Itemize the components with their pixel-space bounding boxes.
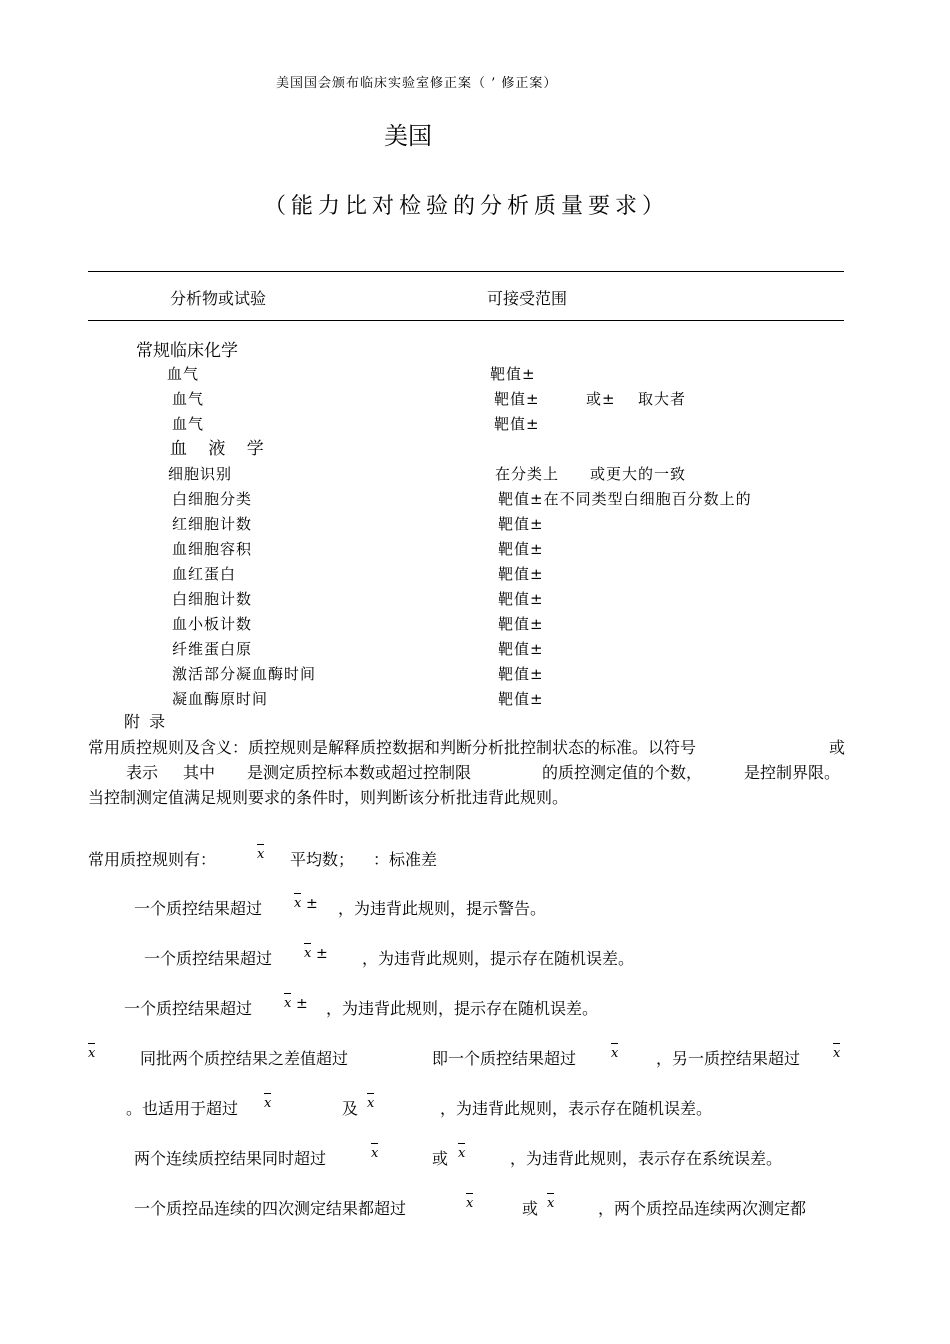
table-row-range: 靶值± [498, 565, 544, 583]
table-row-analyte: 红细胞计数 [172, 515, 253, 533]
rule-3-meaning: ，为违背此规则，提示存在随机误差。 [326, 999, 599, 1018]
rule-5-meaning: ，为违背此规则，表示存在随机误差。 [440, 1099, 713, 1118]
rule-4-detail: 即一个质控结果超过 [432, 1049, 577, 1068]
appendix-paragraph-line2c: 是测定质控标本数或超过控制限 [247, 763, 472, 782]
rule-7-or: 或 [522, 1199, 539, 1218]
rule-2-text: 一个质控结果超过 [144, 949, 273, 968]
table-row-analyte: 血小板计数 [172, 615, 253, 633]
mean-symbol: x [611, 1046, 619, 1061]
mean-symbol: x [367, 1096, 375, 1111]
table-top-rule [88, 271, 844, 272]
appendix-paragraph-line2d: 的质控测定值的个数， [542, 763, 703, 782]
table-row-range: 在分类上 [495, 465, 560, 483]
table-row-range: 靶值± [498, 690, 544, 708]
rule-6-or: 或 [432, 1149, 449, 1168]
plus-minus: ± [306, 896, 318, 912]
plus-minus: ± [296, 996, 308, 1012]
rule-5-and: 及 [342, 1099, 359, 1118]
column-header-range: 可接受范围 [487, 289, 568, 308]
table-row-range: 靶值± [498, 665, 544, 683]
appendix-paragraph-line2a: 表示 [126, 763, 159, 782]
plus-minus: ± [316, 946, 328, 962]
table-row-range-alt: 或更大的一致 [590, 465, 687, 483]
table-row-range: 靶值± [490, 365, 536, 383]
mean-symbol: x [257, 847, 265, 862]
mean-symbol: x [294, 896, 302, 911]
rule-3-text: 一个质控结果超过 [124, 999, 253, 1018]
table-row-analyte: 纤维蛋白原 [172, 640, 253, 658]
table-row-range: 靶值± [494, 390, 540, 408]
mean-symbol: x [466, 1196, 474, 1211]
table-row-range: 靶值± [498, 615, 544, 633]
table-row-range: 靶值± [494, 415, 540, 433]
mean-symbol: x [547, 1196, 555, 1211]
table-row-analyte: 血气 [172, 390, 205, 408]
rule-6-text: 两个连续质控结果同时超过 [134, 1149, 327, 1168]
rule-4-detail-2: ，另一质控结果超过 [656, 1049, 801, 1068]
appendix-paragraph-line2b: 其中 [183, 763, 216, 782]
rule-1-meaning: ，为违背此规则，提示警告。 [338, 899, 547, 918]
table-row-analyte: 血气 [167, 365, 200, 383]
mean-symbol: x [833, 1046, 841, 1061]
column-header-analyte: 分析物或试验 [170, 289, 267, 308]
appendix-paragraph-line2e: 是控制界限。 [744, 763, 841, 782]
table-row-analyte: 白细胞计数 [172, 590, 253, 608]
rule-2-meaning: ，为违背此规则，提示存在随机误差。 [362, 949, 635, 968]
table-row-range: 靶值± [498, 540, 544, 558]
mean-label: 平均数； [290, 850, 355, 869]
appendix-paragraph-line1: 常用质控规则及含义：质控规则是解释质控数据和判断分析批控制状态的标准。以符号 [88, 738, 697, 757]
appendix-label: 附 录 [124, 712, 168, 731]
rule-4-text: 同批两个质控结果之差值超过 [140, 1049, 349, 1068]
table-row-analyte: 激活部分凝血酶时间 [172, 665, 317, 683]
table-row-range: 靶值±在不同类型白细胞百分数上的 [498, 490, 752, 508]
table-row-analyte: 血红蛋白 [172, 565, 237, 583]
table-row-range: 靶值± [498, 640, 544, 658]
appendix-paragraph-line3: 当控制测定值满足规则要求的条件时，则判断该分析批违背此规则。 [88, 788, 569, 807]
mean-symbol: x [458, 1146, 466, 1161]
section-clinical-chemistry: 常规临床化学 [136, 341, 238, 361]
sd-label: ：标准差 [373, 850, 438, 869]
rules-intro: 常用质控规则有： [88, 850, 217, 869]
page-title: 美国 [384, 122, 432, 150]
mean-symbol: x [264, 1096, 272, 1111]
rule-6-meaning: ，为违背此规则，表示存在系统误差。 [510, 1149, 783, 1168]
table-row-range: 靶值± [498, 590, 544, 608]
table-row-analyte: 细胞识别 [168, 465, 233, 483]
table-row-range-note: 取大者 [638, 390, 687, 408]
table-row-analyte: 凝血酶原时间 [172, 690, 269, 708]
table-row-analyte: 白细胞分类 [172, 490, 253, 508]
table-header-rule [88, 320, 844, 321]
rule-7-meaning: ，两个质控品连续两次测定都 [598, 1199, 807, 1218]
running-title: 美国国会颁布临床实验室修正案（ ’ 修正案） [276, 76, 558, 91]
mean-symbol: x [304, 946, 312, 961]
table-row-analyte: 血气 [172, 415, 205, 433]
table-row-range: 靶值± [498, 515, 544, 533]
table-row-range-alt: 或± [586, 390, 616, 408]
rule-5-text: 。也适用于超过 [126, 1099, 239, 1118]
page-subtitle: （能力比对检验的分析质量要求） [264, 194, 670, 219]
table-row-analyte: 血细胞容积 [172, 540, 253, 558]
mean-symbol: x [371, 1146, 379, 1161]
mean-symbol: x [88, 1046, 96, 1061]
section-hematology: 血 液 学 [170, 439, 272, 459]
mean-symbol: x [284, 996, 292, 1011]
rule-1-text: 一个质控结果超过 [134, 899, 263, 918]
rule-7-text: 一个质控品连续的四次测定结果都超过 [134, 1199, 407, 1218]
appendix-paragraph-or: 或 [829, 738, 846, 757]
